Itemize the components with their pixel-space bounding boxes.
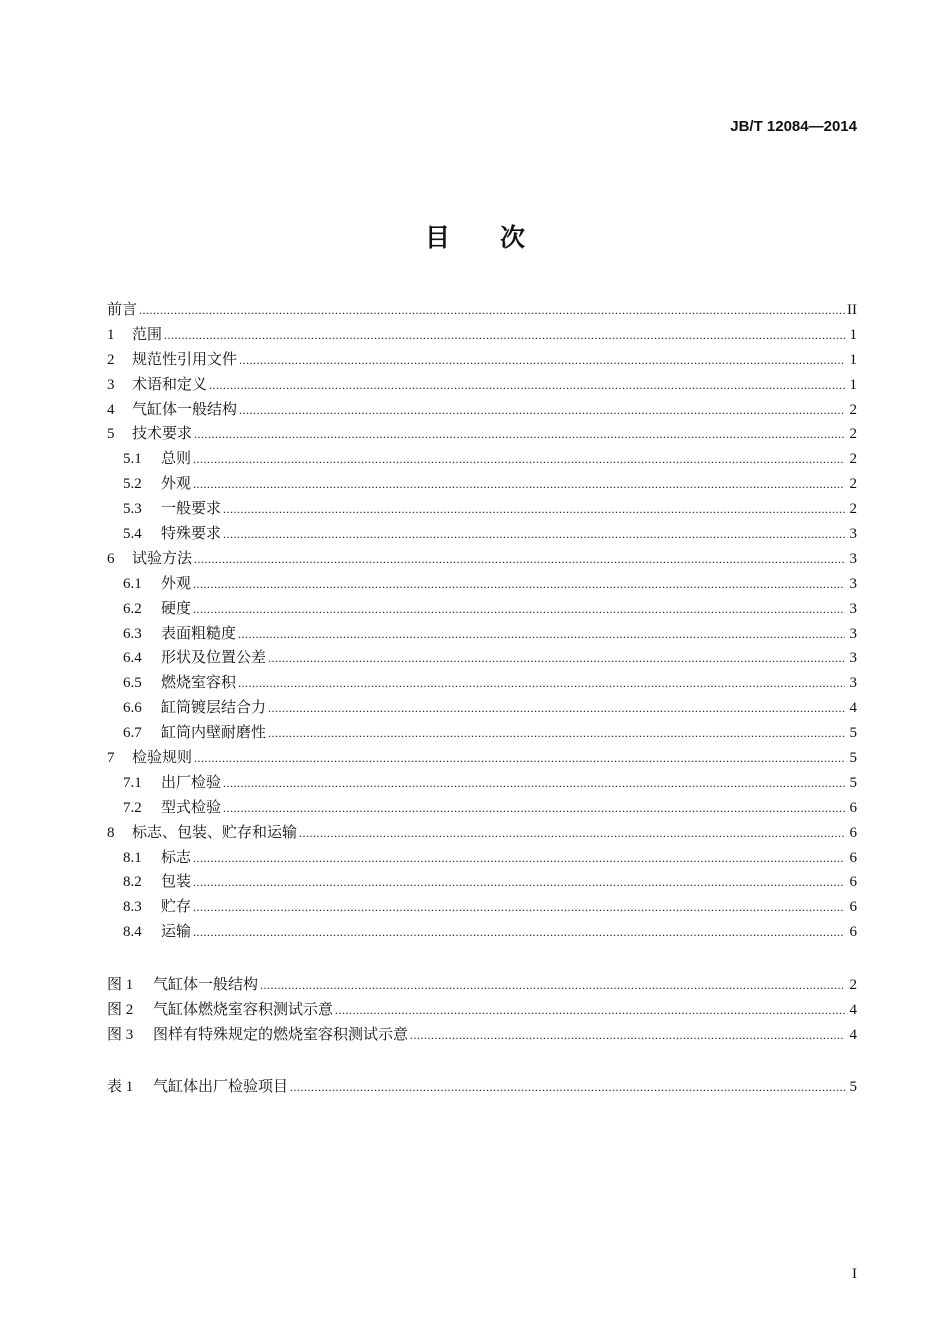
toc-entry[interactable] xyxy=(107,398,857,423)
standard-number: JB/T 12084—2014 xyxy=(730,118,857,135)
toc-entry-page: 4 xyxy=(849,700,857,717)
dot-leader xyxy=(268,696,845,721)
toc-entry-label: 硬度 xyxy=(161,600,192,617)
toc-entry-label: 缸筒内壁耐磨性 xyxy=(161,725,267,742)
toc-entry-label: 特殊要求 xyxy=(161,526,222,543)
toc-entry-number: 2 xyxy=(107,351,115,368)
toc-entry[interactable] xyxy=(107,373,857,398)
toc-entry-page: 2 xyxy=(849,476,857,493)
toc-entry-number: 6.7 xyxy=(123,725,142,742)
toc-entry-number: 7.1 xyxy=(123,774,142,791)
toc-entry[interactable] xyxy=(107,895,857,920)
page-number: I xyxy=(852,1266,857,1282)
dot-leader xyxy=(193,870,845,895)
toc-entry[interactable] xyxy=(107,771,857,796)
page-title: 目次 xyxy=(424,225,575,252)
toc-entry-number: 4 xyxy=(107,401,115,418)
dot-leader xyxy=(238,622,845,647)
toc-entry-number: 5.4 xyxy=(123,526,142,543)
toc-entry-number: 8 xyxy=(107,824,115,841)
toc-entry-number: 8.2 xyxy=(123,874,142,891)
toc-entry-number: 图 1 xyxy=(107,977,134,993)
toc-entry-label: 贮存 xyxy=(161,899,192,916)
toc-entry[interactable] xyxy=(107,522,857,547)
toc-entry-label: 范围 xyxy=(132,326,163,343)
toc-entry-number: 5.1 xyxy=(123,451,142,468)
toc-entry-label: 型式检验 xyxy=(161,799,222,816)
dot-leader xyxy=(299,821,845,846)
dot-leader xyxy=(194,422,845,447)
dot-leader xyxy=(193,920,845,945)
toc-entry-number: 3 xyxy=(107,376,115,393)
toc-entry-label: 前言 xyxy=(107,302,138,318)
toc-entry[interactable] xyxy=(107,746,857,771)
toc-entry-page: 5 xyxy=(849,1079,857,1095)
toc-entry-label: 总则 xyxy=(161,451,192,468)
toc-entry-page: 3 xyxy=(849,675,857,692)
toc-entry[interactable] xyxy=(107,497,857,522)
toc-entry-number: 6.6 xyxy=(123,700,142,717)
toc-entry[interactable] xyxy=(107,671,857,696)
toc-entry[interactable] xyxy=(107,646,857,671)
dot-leader xyxy=(139,298,845,323)
toc-tables xyxy=(107,1075,857,1100)
toc-entry-number: 5.3 xyxy=(123,501,142,518)
toc-entry-label: 检验规则 xyxy=(132,750,193,767)
toc-entry-number: 6.5 xyxy=(123,675,142,692)
toc-entry[interactable] xyxy=(107,597,857,622)
toc-entry-label: 外观 xyxy=(161,575,192,592)
toc-entry-number: 图 3 xyxy=(107,1026,134,1043)
toc-entry[interactable] xyxy=(107,1023,857,1048)
toc-figures xyxy=(107,973,857,1048)
toc-entry[interactable] xyxy=(107,1075,857,1100)
toc-entry-page: 5 xyxy=(849,750,857,767)
dot-leader xyxy=(260,973,845,998)
dot-leader xyxy=(268,646,845,671)
toc-entry-page: 3 xyxy=(849,575,857,592)
dot-leader xyxy=(193,597,845,622)
toc-entry[interactable] xyxy=(107,721,857,746)
toc-entry-page: 1 xyxy=(849,376,857,393)
toc-entry[interactable] xyxy=(107,298,857,323)
dot-leader xyxy=(193,895,845,920)
dot-leader xyxy=(239,348,845,373)
toc-entry-number: 8.1 xyxy=(123,849,142,866)
toc-entry-label: 气缸体出厂检验项目 xyxy=(153,1079,289,1095)
dot-leader xyxy=(223,796,845,821)
dot-leader xyxy=(193,447,845,472)
toc-entry[interactable] xyxy=(107,696,857,721)
toc-entry-number: 8.4 xyxy=(123,924,142,941)
dot-leader xyxy=(194,746,845,771)
toc-entry[interactable] xyxy=(107,870,857,895)
toc-entry[interactable] xyxy=(107,472,857,497)
dot-leader xyxy=(193,846,845,871)
toc-entry-page: 2 xyxy=(849,977,857,993)
toc-entry-page: 3 xyxy=(849,600,857,617)
toc-entry-number: 图 2 xyxy=(107,1001,134,1018)
toc-entry-page: 5 xyxy=(849,774,857,791)
toc-entry-page: II xyxy=(847,302,857,318)
toc-entry-page: 1 xyxy=(849,351,857,368)
toc-entry-page: 2 xyxy=(849,426,857,443)
dot-leader xyxy=(410,1023,845,1048)
toc-entry-label: 缸筒镀层结合力 xyxy=(161,700,267,717)
dot-leader xyxy=(223,522,845,547)
toc-entry-label: 试验方法 xyxy=(132,550,193,567)
toc-entry-page: 3 xyxy=(849,550,857,567)
toc-entry-label: 出厂检验 xyxy=(161,774,222,791)
dot-leader xyxy=(290,1075,845,1100)
toc-entry-label: 术语和定义 xyxy=(132,376,208,393)
toc-entry-page: 1 xyxy=(849,326,857,343)
toc-entry-number: 8.3 xyxy=(123,899,142,916)
toc-entry-number: 7 xyxy=(107,750,115,767)
toc-entry-number: 6 xyxy=(107,550,115,567)
dot-leader xyxy=(268,721,845,746)
toc-entry[interactable] xyxy=(107,572,857,597)
toc-entry-page: 2 xyxy=(849,501,857,518)
toc-entry-page: 4 xyxy=(849,1026,857,1043)
toc-entry-page: 2 xyxy=(849,451,857,468)
toc-entry-label: 形状及位置公差 xyxy=(161,650,267,667)
toc-entry-label: 燃烧室容积 xyxy=(161,675,237,692)
toc-entry-number: 表 1 xyxy=(107,1079,134,1095)
toc-entry-page: 4 xyxy=(849,1001,857,1018)
toc-entry-label: 表面粗糙度 xyxy=(161,625,237,642)
dot-leader xyxy=(193,572,845,597)
dot-leader xyxy=(223,497,845,522)
toc-entry-page: 6 xyxy=(849,824,857,841)
toc-entry-page: 6 xyxy=(849,924,857,941)
toc-entry-number: 6.3 xyxy=(123,625,142,642)
toc-sections xyxy=(107,298,857,945)
toc-entry-page: 2 xyxy=(849,401,857,418)
toc-entry-label: 气缸体燃烧室容积测试示意 xyxy=(153,1001,334,1018)
toc-entry-label: 运输 xyxy=(161,924,192,941)
dot-leader xyxy=(164,323,845,348)
dot-leader xyxy=(223,771,845,796)
toc-entry-label: 一般要求 xyxy=(161,501,222,518)
toc-entry-page: 5 xyxy=(849,725,857,742)
toc-entry-number: 6.2 xyxy=(123,600,142,617)
toc-entry-label: 标志、包装、贮存和运输 xyxy=(132,824,298,841)
toc-entry[interactable] xyxy=(107,796,857,821)
toc-entry[interactable] xyxy=(107,547,857,572)
toc-entry-page: 3 xyxy=(849,650,857,667)
toc-entry-page: 6 xyxy=(849,899,857,916)
dot-leader xyxy=(335,998,845,1023)
toc-entry-label: 技术要求 xyxy=(132,426,193,443)
toc-entry-label: 标志 xyxy=(161,849,192,866)
toc-entry[interactable] xyxy=(107,920,857,945)
toc-entry[interactable] xyxy=(107,998,857,1023)
toc-entry-label: 气缸体一般结构 xyxy=(132,401,238,418)
toc-entry-number: 6.1 xyxy=(123,575,142,592)
toc-entry-page: 3 xyxy=(849,625,857,642)
toc-entry-label: 图样有特殊规定的燃烧室容积测试示意 xyxy=(153,1026,409,1043)
toc-entry-number: 5.2 xyxy=(123,476,142,493)
toc-entry-label: 气缸体一般结构 xyxy=(153,977,259,993)
toc-entry-number: 1 xyxy=(107,326,115,343)
toc-entry-label: 外观 xyxy=(161,476,192,493)
toc-entry-label: 规范性引用文件 xyxy=(132,351,238,368)
toc-entry[interactable] xyxy=(107,973,857,998)
toc-entry[interactable] xyxy=(107,447,857,472)
toc-entry[interactable] xyxy=(107,622,857,647)
dot-leader xyxy=(239,398,845,423)
toc-entry[interactable] xyxy=(107,348,857,373)
dot-leader xyxy=(194,547,845,572)
toc-entry-page: 6 xyxy=(849,874,857,891)
dot-leader xyxy=(209,373,845,398)
dot-leader xyxy=(193,472,845,497)
toc-entry-page: 3 xyxy=(849,526,857,543)
toc-entry-number: 5 xyxy=(107,426,115,443)
toc-entry[interactable] xyxy=(107,323,857,348)
toc-entry[interactable] xyxy=(107,821,857,846)
toc-entry-label: 包装 xyxy=(161,874,192,891)
toc-entry[interactable] xyxy=(107,846,857,871)
toc-entry[interactable] xyxy=(107,422,857,447)
toc-entry-number: 7.2 xyxy=(123,799,142,816)
toc-entry-page: 6 xyxy=(849,849,857,866)
dot-leader xyxy=(238,671,845,696)
toc-entry-number: 6.4 xyxy=(123,650,142,667)
toc-entry-page: 6 xyxy=(849,799,857,816)
